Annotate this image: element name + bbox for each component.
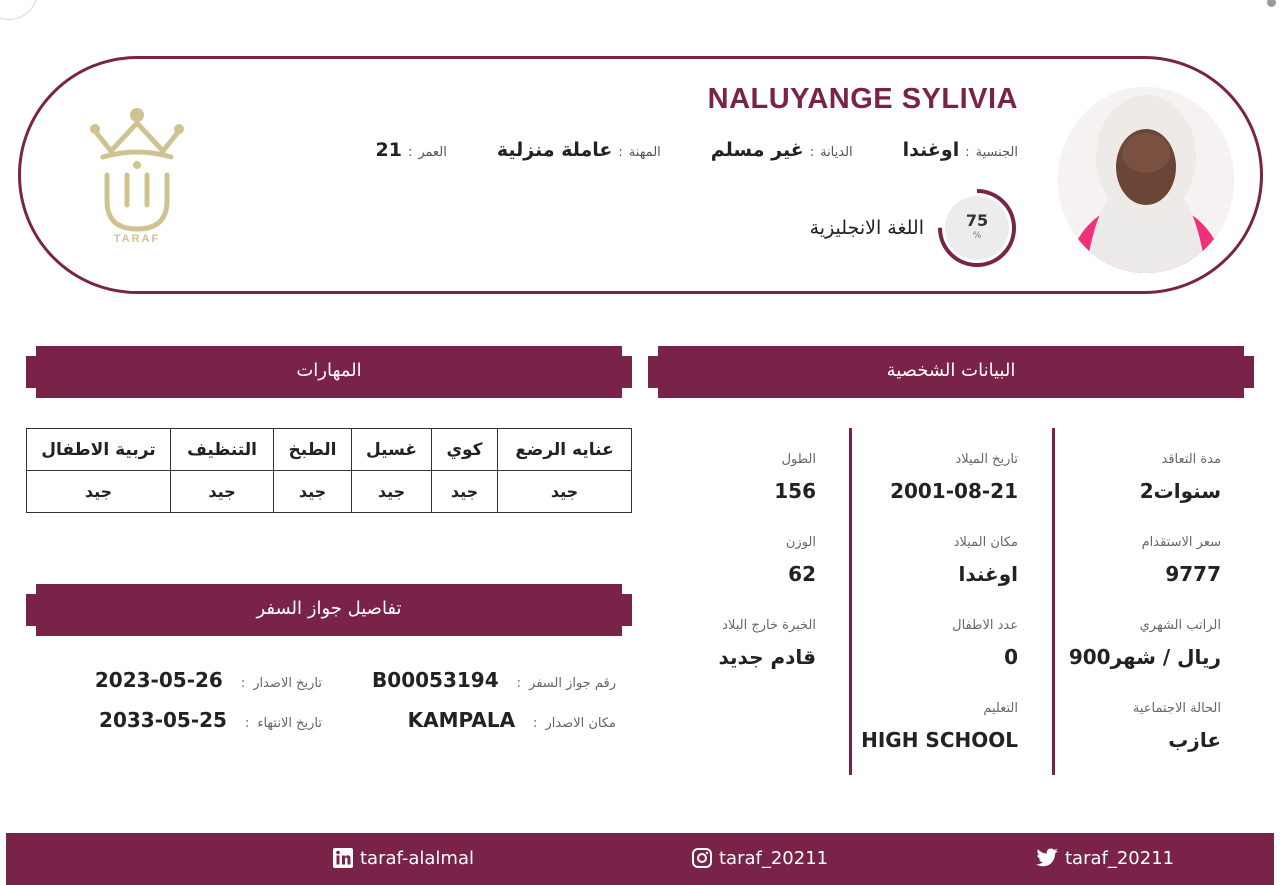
field-value: اوغندا (958, 562, 1018, 586)
skill-level: جيد (432, 471, 498, 513)
field-value: قادم جديد (718, 645, 816, 669)
footer (6, 833, 1274, 885)
weight-field (656, 535, 816, 586)
recruitment-price-field (1061, 535, 1221, 586)
field-value: 900ريال / شهر (1068, 645, 1221, 669)
passport-number-label: رقم جواز السفر (529, 676, 616, 691)
expiry-date-label: تاريخ الانتهاء (257, 716, 322, 731)
nationality-item (903, 139, 1018, 161)
religion-value: غير مسلم (710, 139, 804, 161)
education-field (858, 701, 1018, 752)
separator: : (240, 676, 246, 691)
language-level: 75 (965, 211, 989, 230)
language-progress-ring (936, 187, 1018, 269)
issue-date-item (95, 668, 322, 692)
marital-status-field (1061, 701, 1221, 752)
instagram-handle: taraf_20211 (719, 847, 829, 869)
issue-place-item (408, 708, 616, 732)
religion-item (711, 139, 853, 161)
field-label: عدد الاطفال (952, 618, 1018, 633)
language-label: اللغة الانجليزية (809, 217, 924, 239)
candidate-name: NALUYANGE SYLIVIA (707, 83, 1018, 115)
expiry-date-value: 2033-05-25 (99, 708, 227, 732)
scrollbar-indicator[interactable] (1267, 0, 1276, 7)
age-label: العمر (418, 145, 447, 160)
field-value: 62 (788, 562, 816, 586)
passport-number-value: B00053194 (372, 668, 499, 692)
contract-duration-field (1061, 452, 1221, 503)
skill-level: جيد (274, 471, 352, 513)
age-value: 21 (375, 139, 402, 161)
field-value: 156 (774, 479, 816, 503)
separator: : (809, 145, 815, 160)
field-label: الحالة الاجتماعية (1132, 701, 1221, 716)
profession-label: المهنة (628, 145, 661, 160)
profile-card (18, 56, 1263, 294)
children-count-field (858, 618, 1018, 669)
birth-date-field (858, 452, 1018, 503)
skill-header: الطبخ (274, 429, 352, 471)
skill-header: كوي (432, 429, 498, 471)
skill-level: جيد (352, 471, 432, 513)
twitter-icon (1035, 847, 1059, 869)
language-skill (810, 187, 1018, 269)
passport-banner (26, 584, 632, 636)
height-field (656, 452, 816, 503)
field-label: سعر الاستقدام (1141, 535, 1221, 550)
issue-date-label: تاريخ الاصدار (253, 676, 322, 691)
linkedin-handle: taraf-alalmal (360, 847, 474, 869)
twitter-link[interactable] (1035, 847, 1174, 869)
skills-table (26, 428, 632, 513)
linkedin-icon (332, 847, 354, 869)
issue-place-label: مكان الاصدار (545, 716, 616, 731)
skills-banner (26, 346, 632, 398)
profession-item (497, 139, 661, 161)
logo-text: TARAF (113, 233, 161, 245)
field-label: الوزن (785, 535, 816, 550)
issue-place-value: KAMPALA (407, 708, 516, 732)
personal-data-banner (648, 346, 1254, 398)
column-divider (1052, 428, 1055, 775)
field-label: تاريخ الميلاد (955, 452, 1018, 467)
personal-data-title: البيانات الشخصية (886, 360, 1016, 381)
field-value: عازب (1168, 728, 1221, 752)
field-value: 2سنوات (1139, 479, 1221, 503)
skills-title: المهارات (296, 360, 362, 381)
separator: : (407, 145, 413, 160)
expiry-date-item (99, 708, 322, 732)
profession-value: عاملة منزلية (496, 139, 613, 161)
avatar (1058, 87, 1234, 273)
field-label: الراتب الشهري (1139, 618, 1221, 633)
passport-number-item (372, 668, 616, 692)
skill-header: تربية الاطفال (27, 429, 171, 471)
separator: : (965, 145, 970, 160)
skill-header: غسيل (352, 429, 432, 471)
field-label: التعليم (983, 701, 1018, 716)
passport-title: تفاصيل جواز السفر (256, 598, 402, 619)
skills-level-row (27, 471, 632, 513)
age-item (375, 139, 446, 161)
separator: : (533, 716, 538, 731)
field-value: 2001-08-21 (890, 479, 1018, 503)
field-label: الخبرة خارج البلاد (722, 618, 816, 633)
skill-level: جيد (498, 471, 632, 513)
field-value: HIGH SCHOOL (861, 728, 1018, 752)
linkedin-link[interactable] (332, 847, 474, 869)
instagram-icon (691, 847, 713, 869)
separator: : (244, 716, 250, 731)
monthly-salary-field (1061, 618, 1221, 669)
skill-level: جيد (27, 471, 171, 513)
candidate-meta (375, 139, 1018, 161)
birth-place-field (858, 535, 1018, 586)
field-label: الطول (781, 452, 816, 467)
instagram-link[interactable] (691, 847, 828, 869)
field-label: مدة التعاقد (1161, 452, 1221, 467)
nationality-label: الجنسية (975, 145, 1018, 160)
skill-header: عنايه الرضع (498, 429, 632, 471)
column-divider (849, 428, 852, 775)
issue-date-value: 2023-05-26 (94, 668, 223, 692)
skills-header-row (27, 429, 632, 471)
separator: : (516, 676, 522, 691)
separator: : (618, 145, 623, 160)
field-label: مكان الميلاد (953, 535, 1018, 550)
experience-abroad-field (656, 618, 816, 669)
field-value: 0 (1004, 645, 1018, 669)
language-unit: % (972, 231, 982, 241)
skill-level: جيد (171, 471, 274, 513)
field-value: 9777 (1165, 562, 1221, 586)
twitter-handle: taraf_20211 (1065, 847, 1175, 869)
skill-header: التنظيف (171, 429, 274, 471)
crown-logo-icon (81, 101, 193, 251)
nationality-value: اوغندا (902, 139, 960, 161)
back-button[interactable] (0, 0, 38, 20)
religion-label: الديانة (820, 145, 853, 160)
